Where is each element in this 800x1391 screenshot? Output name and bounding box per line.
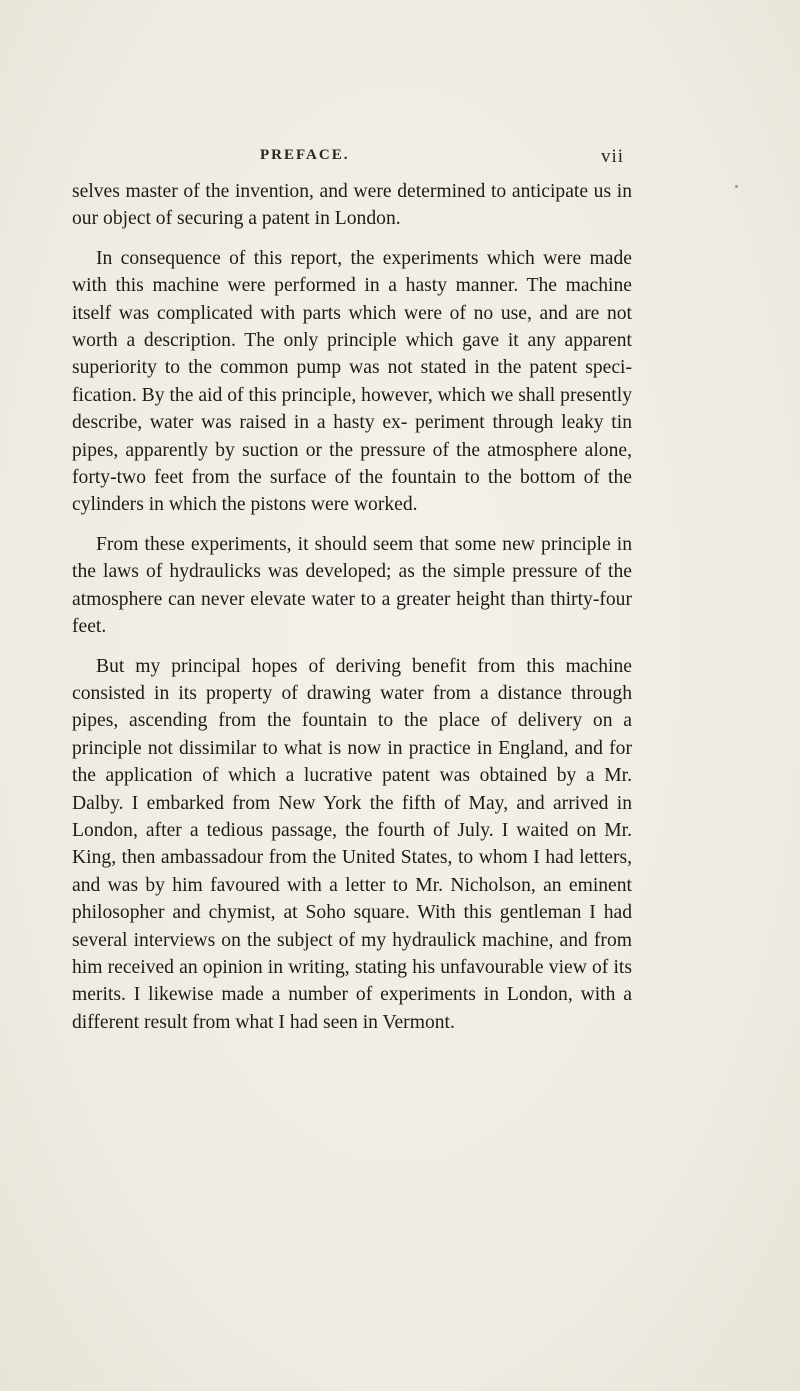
running-head (0, 147, 800, 171)
paragraph-experiments: In consequence of this report, the experiments which were made with this machine were performed in a hasty manner. The machine itself was complicated with parts which were of no use, and are not worth a description. The only principle which gave it any apparent superiority to the common pump was not stated in the patent speci- fication. By the aid of this principle, however, which we shall presently describe, water was raised in a hasty ex- periment through leaky tin pipes, apparently by suction or the pressure of the atmosphere alone, forty-two feet from the surface of the fountain to the bottom of the cylinders in which the pistons were worked. (72, 247, 632, 516)
paper-speck (735, 185, 738, 188)
page-number: vii (601, 146, 625, 167)
paragraph-continuation: selves master of the invention, and were determined to anticipate us in our object of securing a patent in London. (72, 181, 632, 230)
body-text (72, 178, 632, 1048)
paragraph-london-journey: But my principal hopes of deriving benefit from this machine consisted in its property of drawing water from a distance through pipes, ascending from the fountain to the place of delivery on a principle not dissimilar to what is now in practice in England, and for the application of which a lucrative patent was obtained by a Mr. Dalby. I embarked from New York the fifth of May, and arrived in London, after a tedious passage, the fourth of July. I waited on Mr. King, then ambassadour from the United States, to whom I had letters, and was by him favoured with a letter to Mr. Nicholson, an eminent philosopher and chymist, at Soho square. With this gentleman I had several interviews on the subject of my hydraulick machine, and from him received an opinion in writing, stating his unfavourable view of its merits. I likewise made a number of experiments in London, with a different result from what I had seen in Vermont. (72, 655, 632, 1033)
running-title: PREFACE. (260, 147, 350, 163)
paragraph-new-principle: From these experiments, it should seem that some new principle in the laws of hydraulicks was developed; as the simple pressure of the atmosphere can never elevate water to a greater height than thirty-four feet. (72, 533, 632, 638)
